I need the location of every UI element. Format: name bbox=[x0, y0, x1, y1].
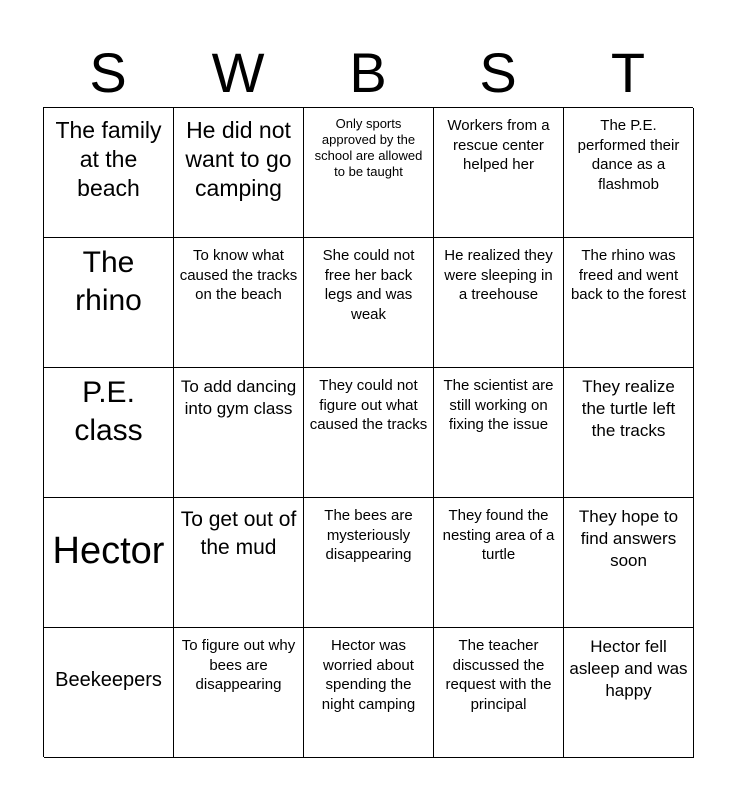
bingo-header bbox=[43, 40, 693, 106]
cell-text: She could not free her back legs and was weak bbox=[322, 247, 415, 323]
cell-text: The teacher discussed the request with the principal bbox=[445, 637, 552, 713]
cell-text: The P.E. performed their dance as a flashmob bbox=[577, 117, 680, 193]
bingo-cell-r3c2[interactable] bbox=[174, 368, 304, 498]
bingo-cell-r4c3[interactable] bbox=[304, 498, 434, 628]
header-letter-w: W bbox=[211, 41, 265, 104]
cell-text: To figure out why bees are disappearing bbox=[181, 637, 296, 693]
bingo-cell-r3c5[interactable] bbox=[564, 368, 694, 498]
cell-text: To know what caused the tracks on the beach bbox=[179, 247, 298, 303]
cell-text: The bees are mysteriously disappearing bbox=[324, 507, 413, 563]
bingo-cell-r2c3[interactable] bbox=[304, 238, 434, 368]
bingo-cell-r1c1[interactable] bbox=[44, 108, 174, 238]
cell-text: The rhino bbox=[75, 246, 142, 317]
cell-text: P.E. class bbox=[74, 376, 143, 447]
cell-text: He did not want to go camping bbox=[185, 117, 292, 201]
bingo-cell-r4c2[interactable] bbox=[174, 498, 304, 628]
cell-text: He realized they were sleeping in a treehouse bbox=[444, 247, 553, 303]
bingo-cell-r4c5[interactable] bbox=[564, 498, 694, 628]
bingo-cell-r1c5[interactable] bbox=[564, 108, 694, 238]
bingo-cell-r2c5[interactable] bbox=[564, 238, 694, 368]
cell-text: Hector was worried about spending the night camping bbox=[321, 637, 416, 713]
bingo-cell-r1c3[interactable] bbox=[304, 108, 434, 238]
cell-text: To get out of the mud bbox=[180, 508, 297, 559]
bingo-cell-r5c5[interactable] bbox=[564, 628, 694, 758]
header-letter-b: B bbox=[349, 41, 387, 104]
header-letter-s2: S bbox=[479, 41, 517, 104]
cell-text: To add dancing into gym class bbox=[180, 377, 297, 418]
bingo-cell-r3c4[interactable] bbox=[434, 368, 564, 498]
bingo-cell-r1c4[interactable] bbox=[434, 108, 564, 238]
bingo-cell-r5c4[interactable] bbox=[434, 628, 564, 758]
bingo-cell-r4c1[interactable] bbox=[44, 498, 174, 628]
bingo-cell-r5c2[interactable] bbox=[174, 628, 304, 758]
bingo-cell-r3c1[interactable] bbox=[44, 368, 174, 498]
cell-text: They hope to find answers soon bbox=[578, 507, 679, 570]
header-letter-s: S bbox=[89, 41, 127, 104]
bingo-cell-r3c3[interactable] bbox=[304, 368, 434, 498]
cell-text: Only sports approved by the school are allowed to be taught bbox=[314, 116, 423, 179]
bingo-cell-r5c3[interactable] bbox=[304, 628, 434, 758]
cell-text: Hector fell asleep and was happy bbox=[569, 637, 688, 700]
cell-text: Hector bbox=[52, 529, 165, 572]
bingo-cell-r2c1[interactable] bbox=[44, 238, 174, 368]
cell-text: They realize the turtle left the tracks bbox=[581, 377, 676, 440]
bingo-cell-r2c2[interactable] bbox=[174, 238, 304, 368]
bingo-cell-r1c2[interactable] bbox=[174, 108, 304, 238]
bingo-cell-r5c1[interactable] bbox=[44, 628, 174, 758]
cell-text: They found the nesting area of a turtle bbox=[442, 507, 555, 563]
cell-text: Workers from a rescue center helped her bbox=[447, 117, 550, 173]
cell-text: The family at the beach bbox=[55, 117, 162, 201]
cell-text: They could not figure out what caused the tracks bbox=[309, 377, 428, 433]
bingo-cell-r4c4[interactable] bbox=[434, 498, 564, 628]
cell-text: Beekeepers bbox=[55, 668, 162, 691]
cell-text: The scientist are still working on fixing the issue bbox=[443, 377, 554, 433]
header-letter-t: T bbox=[610, 41, 646, 104]
cell-text: The rhino was freed and went back to the forest bbox=[570, 247, 687, 303]
bingo-grid bbox=[43, 107, 693, 757]
bingo-cell-r2c4[interactable] bbox=[434, 238, 564, 368]
